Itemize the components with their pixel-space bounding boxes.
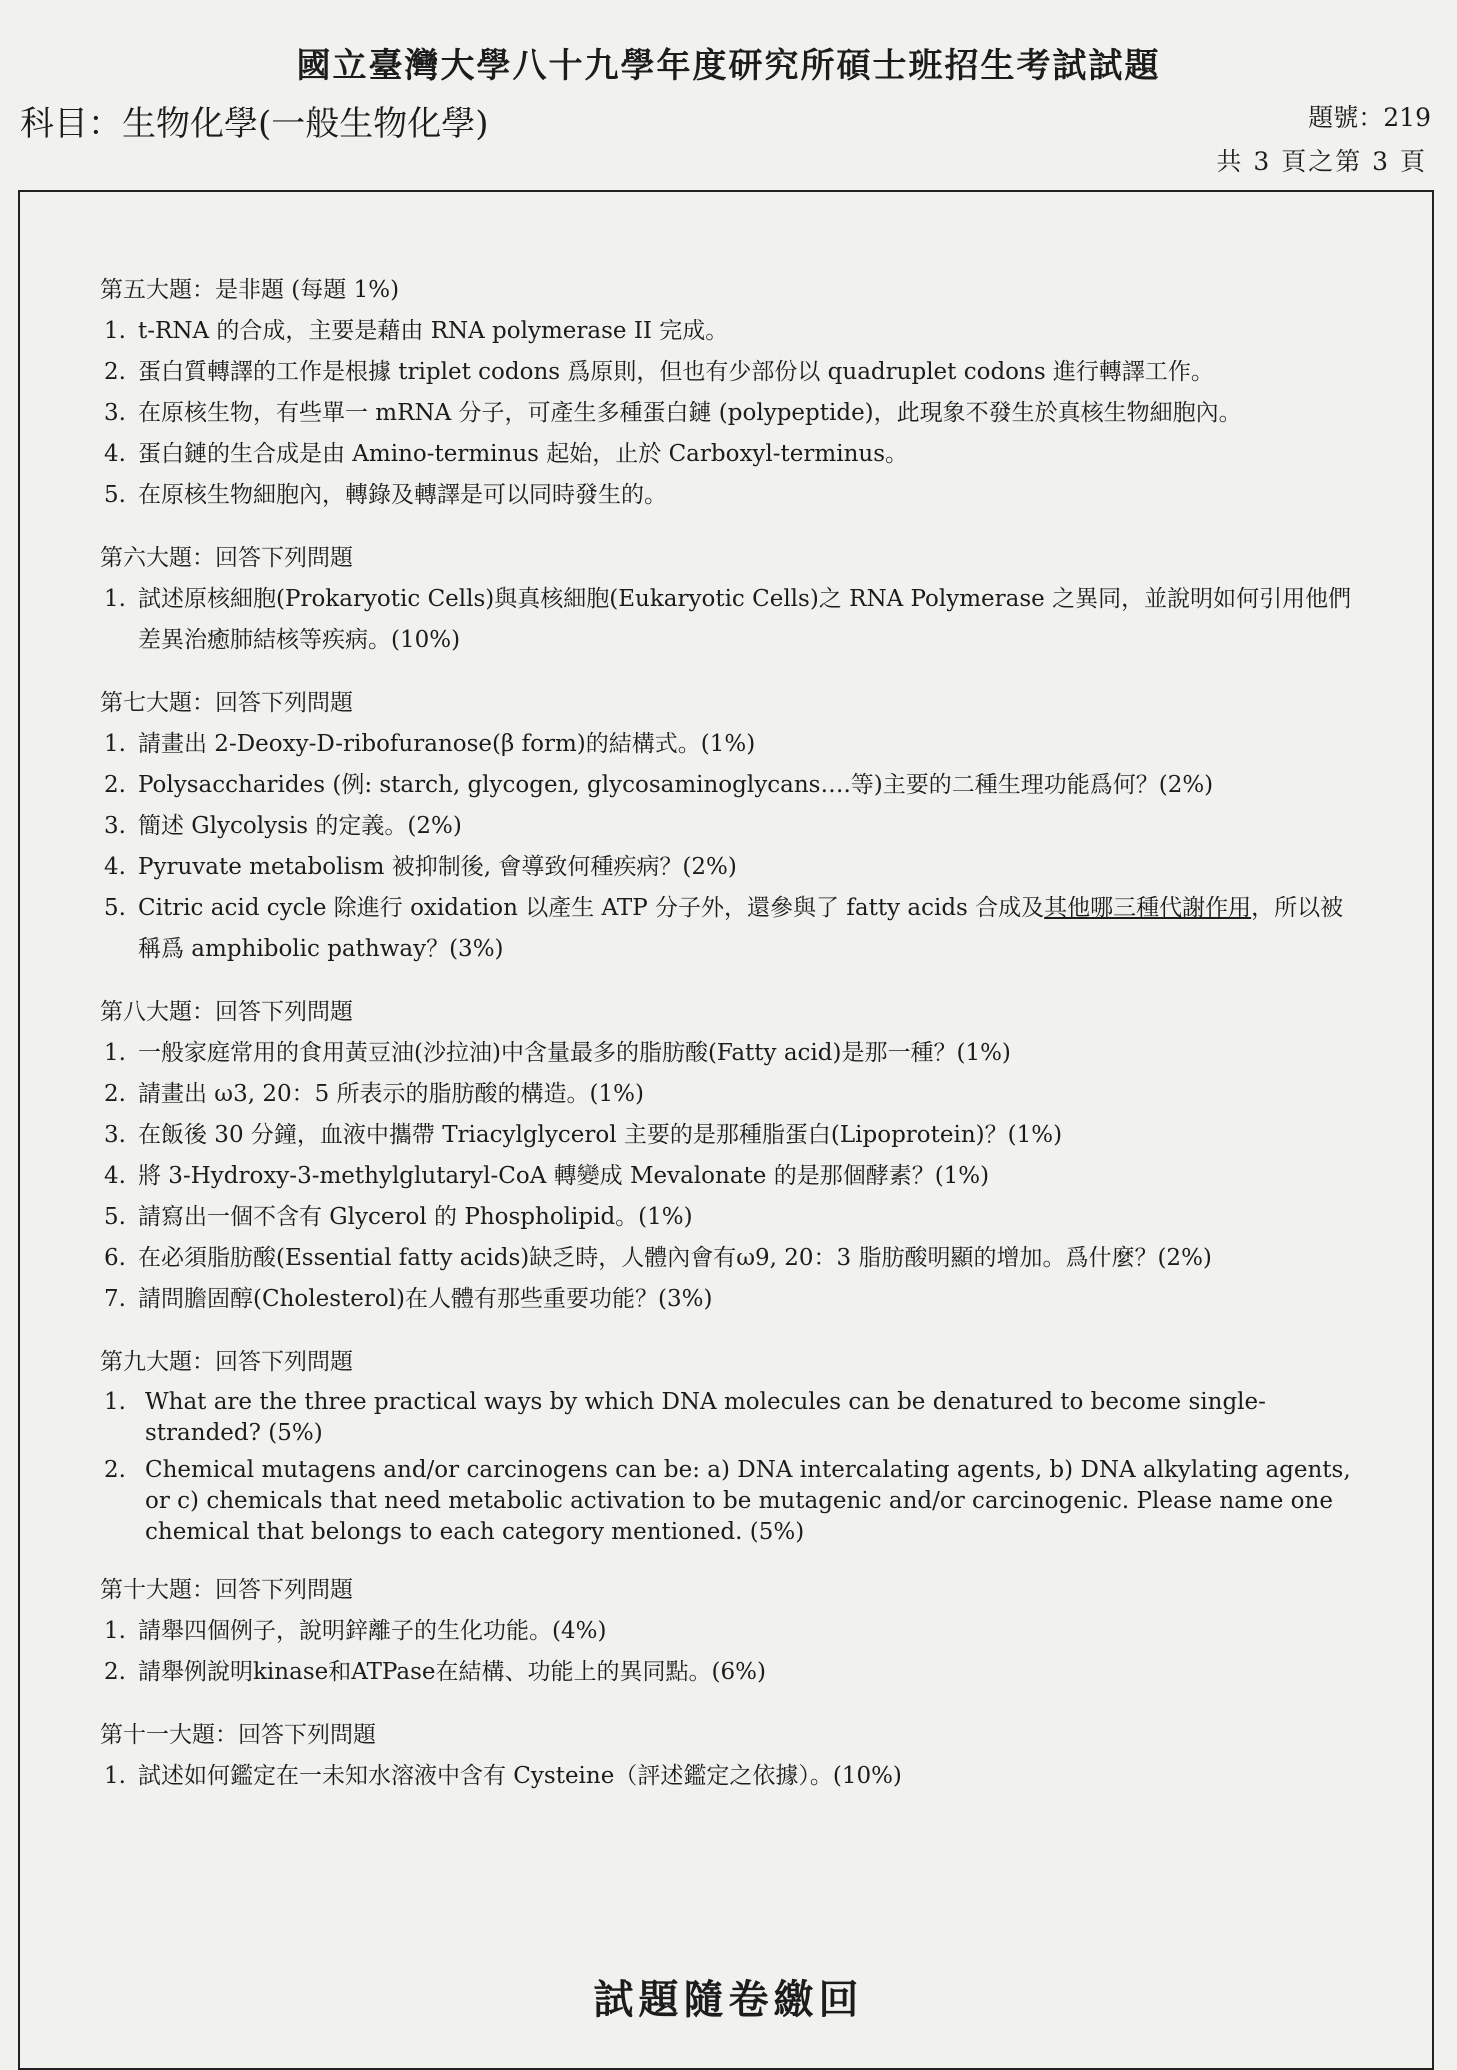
question-number-label: 5.	[104, 895, 126, 921]
question-item	[100, 393, 1360, 434]
question-number-label: 1.	[104, 1618, 126, 1644]
question-item	[100, 1652, 1360, 1693]
question-number-label: 2.	[104, 359, 126, 385]
question-text-before: Citric acid cycle 除進行 oxidation 以產生 ATP 分子外，還參與了 fatty acids 合成及	[138, 895, 1045, 921]
question-text: 請畫出 ω3, 20：5 所表示的脂肪酸的構造。(1%)	[138, 1081, 644, 1107]
question-number-label: 4.	[104, 441, 126, 467]
question-number-label: 2.	[104, 1457, 126, 1483]
section-heading: 第十一大題：回答下列問題	[100, 1722, 376, 1748]
question-text: 一般家庭常用的食用黃豆油(沙拉油)中含量最多的脂肪酸(Fatty acid)是那一種？(1%)	[138, 1040, 1011, 1066]
section-10	[100, 1570, 1360, 1693]
question-item	[100, 1387, 1360, 1449]
section-7	[100, 683, 1360, 970]
question-number-label: 2.	[104, 772, 126, 798]
question-number-label: 5.	[104, 482, 126, 508]
question-number-label: 1.	[104, 318, 126, 344]
question-text: 請寫出一個不含有 Glycerol 的 Phospholipid。(1%)	[138, 1204, 693, 1230]
question-number-label: 1.	[104, 1389, 126, 1415]
question-text: 蛋白質轉譯的工作是根據 triplet codons 爲原則，但也有少部份以 quadruplet codons 進行轉譯工作。	[138, 359, 1214, 385]
question-text: 請舉例說明kinase和ATPase在結構、功能上的異同點。(6%)	[138, 1659, 766, 1685]
question-item	[100, 311, 1360, 352]
section-6	[100, 538, 1360, 661]
section-5	[100, 270, 1360, 516]
question-item	[100, 1279, 1360, 1320]
question-number-label: 2.	[104, 1659, 126, 1685]
question-item	[100, 1033, 1360, 1074]
section-heading: 第八大題：回答下列問題	[100, 999, 353, 1025]
question-text: Chemical mutagens and/or carcinogens can be: a) DNA intercalating agents, b) DNA alkylating agents, or c) chemicals that need metabolic activation to be mutagenic and/or carcinogenic. Please name one chemical that belongs to each category mentioned. (5%)	[145, 1457, 1351, 1545]
section-11	[100, 1715, 1360, 1797]
exam-title: 國立臺灣大學八十九學年度研究所碩士班招生考試試題	[296, 46, 1161, 86]
question-text: 將 3-Hydroxy-3-methylglutaryl-CoA 轉變成 Mevalonate 的是那個酵素？(1%)	[138, 1163, 990, 1189]
section-heading: 第五大題：是非題 (每題 1%)	[100, 277, 400, 303]
question-number-label: 3.	[104, 400, 126, 426]
question-item	[100, 1756, 1360, 1797]
section-heading: 第六大題：回答下列問題	[100, 545, 353, 571]
question-text: 簡述 Glycolysis 的定義。(2%)	[138, 813, 462, 839]
section-9	[100, 1342, 1360, 1548]
question-text: 在原核生物，有些單一 mRNA 分子，可產生多種蛋白鏈 (polypeptide)，此現象不發生於真核生物細胞內。	[138, 400, 1242, 426]
question-item	[100, 1156, 1360, 1197]
question-item	[100, 1238, 1360, 1279]
question-number-label: 1.	[104, 1040, 126, 1066]
page-indicator: 共 3 頁之第 3 頁	[1216, 147, 1427, 176]
question-item	[100, 1611, 1360, 1652]
question-text: 在必須脂肪酸(Essential fatty acids)缺乏時，人體內會有ω9, 20：3 脂肪酸明顯的增加。爲什麼？(2%)	[138, 1245, 1212, 1271]
question-item	[100, 847, 1360, 888]
question-text: 蛋白鏈的生合成是由 Amino-terminus 起始，止於 Carboxyl-terminus。	[138, 441, 908, 467]
question-text: Pyruvate metabolism 被抑制後, 會導致何種疾病？(2%)	[138, 854, 737, 880]
section-heading: 第七大題：回答下列問題	[100, 690, 353, 716]
section-heading: 第九大題：回答下列問題	[100, 1349, 353, 1375]
subject-label: 科目：生物化學(一般生物化學)	[20, 104, 489, 144]
question-item	[100, 1115, 1360, 1156]
question-item	[100, 352, 1360, 393]
question-item	[100, 434, 1360, 475]
question-number-label: 1.	[104, 731, 126, 757]
question-text: 請問膽固醇(Cholesterol)在人體有那些重要功能？(3%)	[138, 1286, 713, 1312]
question-item	[100, 579, 1360, 661]
question-item	[100, 806, 1360, 847]
question-number-label: 4.	[104, 854, 126, 880]
question-text: 在原核生物細胞內，轉錄及轉譯是可以同時發生的。	[138, 482, 667, 508]
question-item	[100, 888, 1360, 970]
question-text-after: ，所以被稱爲 amphibolic pathway？(3%)	[138, 895, 1344, 962]
question-number-label: 4.	[104, 1163, 126, 1189]
question-text: Polysaccharides (例: starch, glycogen, glycosaminoglycans….等)主要的二種生理功能爲何？(2%)	[138, 772, 1214, 798]
question-text-underlined: 其他哪三種代謝作用	[1044, 895, 1252, 921]
question-item	[100, 1197, 1360, 1238]
question-number: 題號：219	[1308, 103, 1431, 132]
question-text: 請畫出 2-Deoxy-D-ribofuranose(β form)的結構式。(1%)	[138, 731, 756, 757]
question-item	[100, 724, 1360, 765]
question-item	[100, 475, 1360, 516]
question-text: t-RNA 的合成，主要是藉由 RNA polymerase II 完成。	[138, 318, 729, 344]
question-number-label: 1.	[104, 1763, 126, 1789]
question-number-label: 6.	[104, 1245, 126, 1271]
question-number-label: 2.	[104, 1081, 126, 1107]
question-text: 試述原核細胞(Prokaryotic Cells)與真核細胞(Eukaryotic Cells)之 RNA Polymerase 之異同，並說明如何引用他們差異治癒肺結核等疾病。(10%)	[138, 586, 1352, 653]
section-heading: 第十大題：回答下列問題	[100, 1577, 353, 1603]
question-item	[100, 1074, 1360, 1115]
question-text: 試述如何鑑定在一未知水溶液中含有 Cysteine（評述鑑定之依據）。(10%)	[138, 1763, 902, 1789]
section-8	[100, 992, 1360, 1320]
question-number-label: 3.	[104, 813, 126, 839]
question-number-label: 3.	[104, 1122, 126, 1148]
question-text: 請舉四個例子，說明鋅離子的生化功能。(4%)	[138, 1618, 607, 1644]
question-number-label: 5.	[104, 1204, 126, 1230]
question-number-label: 1.	[104, 586, 126, 612]
question-text: What are the three practical ways by which DNA molecules can be denatured to become single-stranded? (5%)	[145, 1389, 1266, 1446]
question-number-label: 7.	[104, 1286, 126, 1312]
question-item	[100, 1455, 1360, 1548]
return-exam-notice: 試題隨卷繳回	[593, 1976, 864, 2023]
exam-content	[100, 270, 1360, 1819]
question-text: 在飯後 30 分鐘，血液中攜帶 Triacylglycerol 主要的是那種脂蛋白(Lipoprotein)？(1%)	[138, 1122, 1063, 1148]
question-item	[100, 765, 1360, 806]
